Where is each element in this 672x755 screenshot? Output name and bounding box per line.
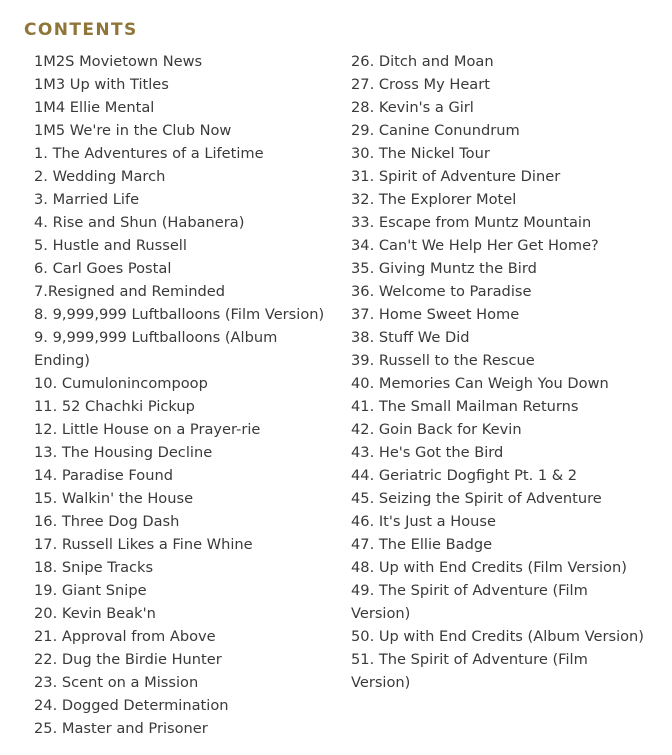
track-item: 6. Carl Goes Postal xyxy=(34,260,172,277)
track-item: 50. Up with End Credits (Album Version) xyxy=(351,628,644,645)
track-item: 48. Up with End Credits (Film Version) xyxy=(351,559,627,576)
track-item: 42. Goin Back for Kevin xyxy=(351,421,522,438)
track-item: 17. Russell Likes a Fine Whine xyxy=(34,536,253,553)
track-item: 41. The Small Mailman Returns xyxy=(351,398,579,415)
track-item: 51. The Spirit of Adventure (Film Version) xyxy=(351,651,588,691)
track-item: 14. Paradise Found xyxy=(34,467,173,484)
track-item: 4. Rise and Shun (Habanera) xyxy=(34,214,245,231)
track-item: 2. Wedding March xyxy=(34,168,166,185)
track-item: 21. Approval from Above xyxy=(34,628,216,645)
track-list-right xyxy=(351,50,651,694)
track-item: 1. The Adventures of a Lifetime xyxy=(34,145,264,162)
track-item: 39. Russell to the Rescue xyxy=(351,352,535,369)
track-item: 23. Scent on a Mission xyxy=(34,674,199,691)
contents-heading: CONTENTS xyxy=(24,20,138,40)
track-item: 44. Geriatric Dogfight Pt. 1 & 2 xyxy=(351,467,578,484)
track-item: 32. The Explorer Motel xyxy=(351,191,517,208)
track-item: 5. Hustle and Russell xyxy=(34,237,187,254)
track-list-left xyxy=(34,50,334,740)
track-item: 28. Kevin's a Girl xyxy=(351,99,474,116)
track-item: 25. Master and Prisoner xyxy=(34,720,208,737)
track-item: 35. Giving Muntz the Bird xyxy=(351,260,537,277)
track-item: 40. Memories Can Weigh You Down xyxy=(351,375,609,392)
track-item: 26. Ditch and Moan xyxy=(351,53,494,70)
track-item: 13. The Housing Decline xyxy=(34,444,213,461)
track-item: 10. Cumulonincompoop xyxy=(34,375,208,392)
track-item: 27. Cross My Heart xyxy=(351,76,490,93)
track-item: 45. Seizing the Spirit of Adventure xyxy=(351,490,602,507)
track-item: 49. The Spirit of Adventure (Film Version) xyxy=(351,582,588,622)
track-item: 38. Stuff We Did xyxy=(351,329,470,346)
track-item: 12. Little House on a Prayer-rie xyxy=(34,421,261,438)
track-item: 36. Welcome to Paradise xyxy=(351,283,532,300)
track-item: 7.Resigned and Reminded xyxy=(34,283,226,300)
track-item: 33. Escape from Muntz Mountain xyxy=(351,214,592,231)
track-item: 37. Home Sweet Home xyxy=(351,306,520,323)
track-item: 11. 52 Chachki Pickup xyxy=(34,398,195,415)
track-item: 47. The Ellie Badge xyxy=(351,536,493,553)
track-item: 18. Snipe Tracks xyxy=(34,559,154,576)
track-item: 1M4 Ellie Mental xyxy=(34,99,155,116)
track-item: 19. Giant Snipe xyxy=(34,582,147,599)
track-item: 9. 9,999,999 Luftballoons (Album Ending) xyxy=(34,329,278,369)
track-item: 16. Three Dog Dash xyxy=(34,513,180,530)
track-item: 30. The Nickel Tour xyxy=(351,145,490,162)
track-item: 46. It's Just a House xyxy=(351,513,496,530)
track-item: 1M5 We're in the Club Now xyxy=(34,122,232,139)
track-item: 3. Married Life xyxy=(34,191,140,208)
track-item: 31. Spirit of Adventure Diner xyxy=(351,168,561,185)
track-item: 1M3 Up with Titles xyxy=(34,76,169,93)
track-item: 8. 9,999,999 Luftballoons (Film Version) xyxy=(34,306,325,323)
track-item: 29. Canine Conundrum xyxy=(351,122,520,139)
track-item: 22. Dug the Birdie Hunter xyxy=(34,651,222,668)
track-item: 20. Kevin Beak'n xyxy=(34,605,156,622)
track-item: 24. Dogged Determination xyxy=(34,697,229,714)
track-item: 34. Can't We Help Her Get Home? xyxy=(351,237,599,254)
track-item: 15. Walkin' the House xyxy=(34,490,194,507)
track-item: 1M2S Movietown News xyxy=(34,53,203,70)
track-item: 43. He's Got the Bird xyxy=(351,444,504,461)
